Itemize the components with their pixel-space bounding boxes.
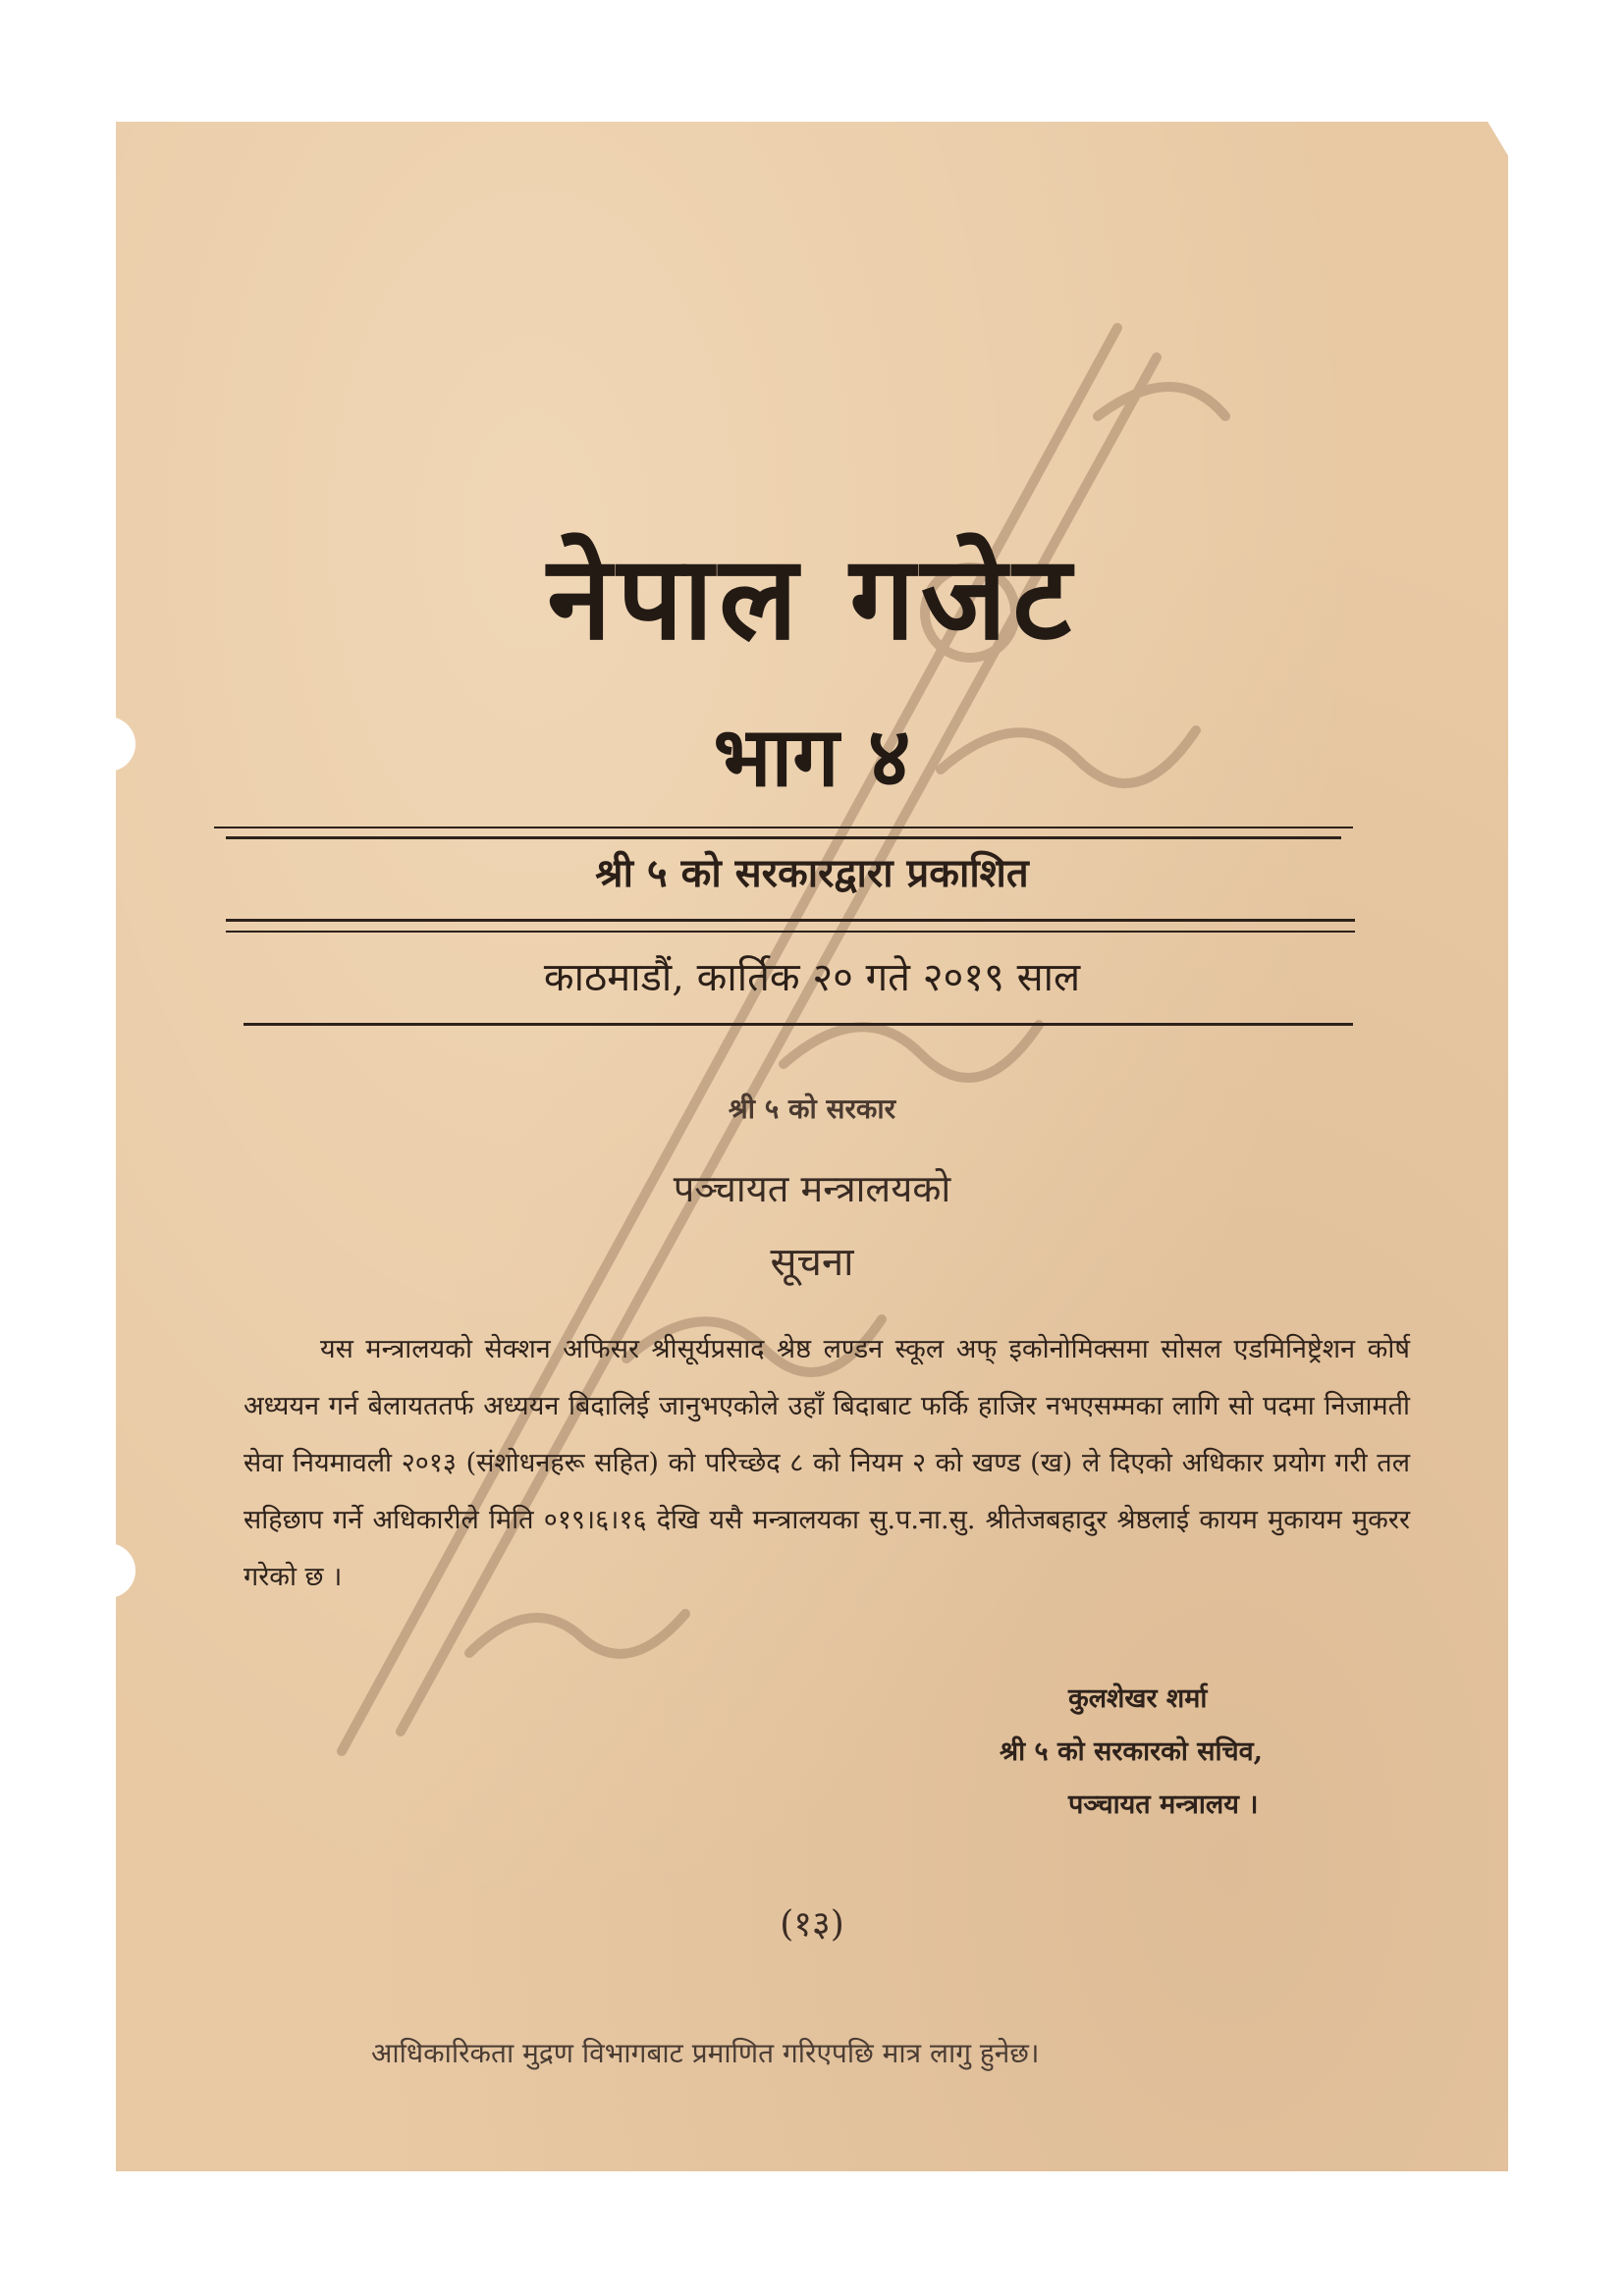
footer-note: आधिकारिकता मुद्रण विभागबाट प्रमाणित गरिएपछि मात्र लागु हुनेछ। bbox=[371, 2037, 1040, 2069]
signature-block bbox=[1000, 1673, 1412, 1832]
gazette-title: नेपाल गजेट bbox=[547, 529, 1077, 666]
gazette-page bbox=[116, 122, 1508, 2171]
divider-rule bbox=[226, 919, 1355, 922]
page-number: (१३) bbox=[780, 1904, 844, 1945]
publisher-line: श्री ५ को सरकारद्वारा प्रकाशित bbox=[595, 850, 1029, 896]
notice-label: सूचना bbox=[770, 1240, 854, 1285]
divider-rule bbox=[226, 931, 1355, 933]
signatory-name: कुलशेखर शर्मा bbox=[1068, 1683, 1208, 1714]
watermark-stamp bbox=[116, 122, 1508, 2171]
government-heading: श्री ५ को सरकार bbox=[728, 1093, 896, 1125]
watermark-stroke bbox=[469, 1614, 685, 1654]
punch-hole bbox=[102, 1543, 135, 1598]
notice-body: यस मन्त्रालयको सेक्शन अफिसर श्रीसूर्यप्रसाद श्रेष्ठ लण्डन स्कूल अफ् इकोनोमिक्समा सोसल एडमिनिष्ट्रेशन कोर्ष अध्ययन गर्न बेलायततर्फ अध्ययन बिदालिई जानुभएकोले उहाँ बिदाबाट फर्कि हाजिर नभएसम्मका लागि सो पदमा निजामती सेवा नियमावली २०१३ (संशोधनहरू सहित) को परिच्छेद ८ को नियम २ को खण्ड (ख) ले दिएको अधिकार प्रयोग गरी तल सहिछाप गर्ने अधिकारीले मिति ०१९।६।१६ देखि यसै मन्त्रालयका सु.प.ना.सु. श्रीतेजबहादुर श्रेष्ठलाई कायम मुकायम मुकरर गरेको छ । bbox=[244, 1334, 1410, 1592]
gazette-part: भाग ४ bbox=[713, 708, 911, 805]
divider-rule bbox=[214, 827, 1353, 828]
ministry-heading: पञ्चायत मन्त्रालयको bbox=[673, 1167, 951, 1210]
divider-rule bbox=[226, 836, 1341, 839]
watermark-stroke bbox=[784, 1025, 1039, 1078]
dateline: काठमाडौं, कार्तिक २० गते २०१९ साल bbox=[543, 955, 1081, 1000]
torn-corner bbox=[1487, 120, 1510, 159]
signatory-title: श्री ५ को सरकारको सचिव, bbox=[1000, 1736, 1264, 1767]
divider-rule bbox=[244, 1023, 1353, 1026]
signatory-office: पञ्चायत मन्त्रालय । bbox=[1068, 1789, 1259, 1820]
watermark-stroke bbox=[1098, 387, 1225, 416]
